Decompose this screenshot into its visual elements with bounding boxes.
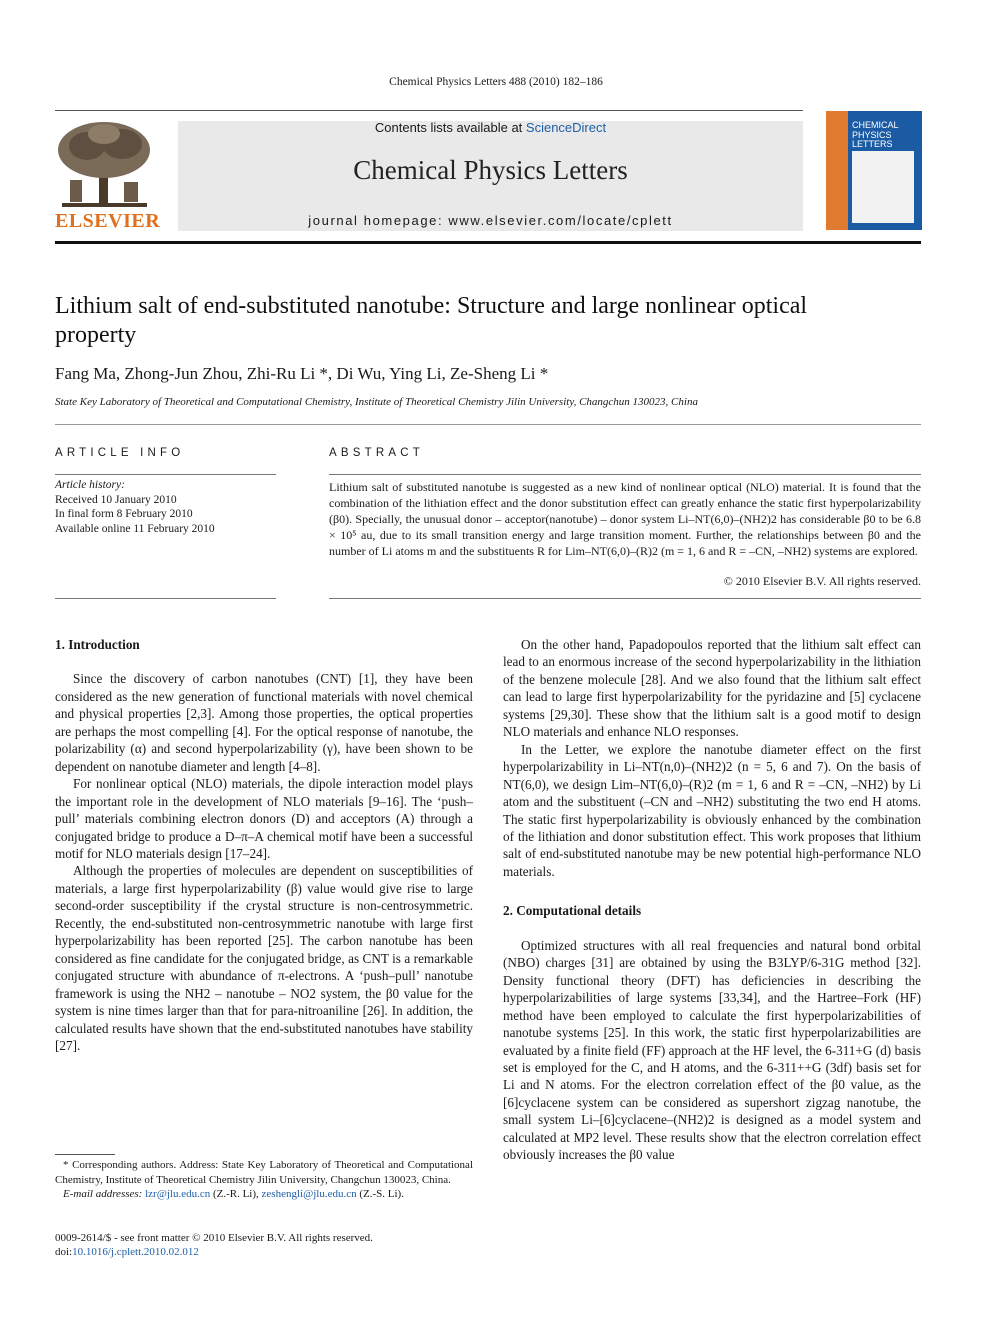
front-matter-footer xyxy=(55,1231,475,1259)
footnote-rule xyxy=(55,1154,115,1155)
intro-paragraph-4: On the other hand, Papadopoulos reported that the lithium salt effect can lead to an enormous increase of the second hyperpolarizability in the lithiation of the benzene molecule [28]. And we also found that the lithium salt effect can lead to large first hyperpolarizability for the pyridazine and [5] cyclacene systems [29,30]. These show that the lithium salt is a good motif to design NLO materials and enhance NLO responses. xyxy=(503,637,921,740)
author-list: Fang Ma, Zhong-Jun Zhou, Zhi-Ru Li *, Di Wu, Ying Li, Ze-Sheng Li * xyxy=(55,364,549,383)
article-title: Lithium salt of end-substituted nanotube: Structure and large nonlinear optical property xyxy=(55,293,808,348)
abstract-heading: ABSTRACT xyxy=(329,447,424,459)
intro-paragraph-1: Since the discovery of carbon nanotubes (CNT) [1], they have been considered as the new generation of functional materials with novel chemical and physical properties [2,3]. Among those properties, the optical properties are perhaps the most compelling [4]. For the optical response of nanotube, the polarizability (α) and second hyperpolarizability (γ), have been shown to be dependent on nanotube diameter and length [4–8]. xyxy=(55,671,473,774)
abstract-text: Lithium salt of substituted nanotube is suggested as a new kind of nonlinear optical (NLO) material. It is found that the combination of the lithiation effect and the donor substitution effect can greatly enhance the static first hyperpolarizability (β0). Specially, the unusual donor – acceptor(nanotube) – donor system Li–NT(6,0)–(NH2)2 has considerable β0 to be 6.8 × 10⁵ au, due to its small transition energy and large transition moment. Further, the relationships between β0 and the number of Li atoms m and the substituents R for Lim–NT(6,0)–(R)2 (m = 1, 6 and R = –CN, –NH2) systems are explored. xyxy=(329,480,921,558)
cover-title: CHEMICAL PHYSICS LETTERS xyxy=(852,120,899,149)
affiliation: State Key Laboratory of Theoretical and Computational Chemistry, Institute of Theoretical Chemistry Jilin University, Changchun 130023, China xyxy=(55,396,698,408)
journal-homepage xyxy=(178,213,803,228)
section-heading-introduction: 1. Introduction xyxy=(55,637,140,652)
email-owner-2: (Z.-S. Li). xyxy=(356,1188,404,1200)
corresponding-footnote xyxy=(55,1158,473,1202)
online-date: Available online 11 February 2010 xyxy=(55,522,215,535)
homepage-prefix: journal homepage: xyxy=(308,213,449,228)
contents-line xyxy=(178,120,803,135)
title-divider xyxy=(55,424,921,425)
article-history xyxy=(55,478,276,536)
right-column xyxy=(503,636,921,1164)
intro-paragraph-5: In the Letter, we explore the nanotube diameter effect on the first hyperpolarizability in Li–NT(n,0)–(NH2)2 (n = 5, 6 and 7). On the basis of NT(6,0), we design Lim–NT(6,0)–(R)2 (m = 1, 6 and R = –CN, –NH2) by Li atom and the substituent (–CN and –NH2) substituting the two end H atoms. The static first hyperpolarizability is obviously enhanced by the combination of the lithiation and donor substitution effect. This work proposes that lithium salt of end-substituted nanotube may be new potential high-performance NLO materials. xyxy=(503,741,921,879)
info-rule-top xyxy=(55,474,276,475)
journal-title: Chemical Physics Letters xyxy=(353,155,628,185)
doi-link[interactable]: 10.1016/j.cplett.2010.02.012 xyxy=(72,1246,199,1258)
section-heading-computational: 2. Computational details xyxy=(503,903,642,919)
email-link-2[interactable]: zeshengli@jlu.edu.cn xyxy=(261,1188,357,1200)
homepage-link[interactable]: www.elsevier.com/locate/cplett xyxy=(448,213,673,228)
issn-line: 0009-2614/$ - see front matter © 2010 Elsevier B.V. All rights reserved. xyxy=(55,1232,373,1244)
history-label: Article history: xyxy=(55,479,125,491)
abstract-rule-bottom xyxy=(329,598,921,599)
header-divider xyxy=(55,110,803,111)
elsevier-wordmark: ELSEVIER xyxy=(55,210,161,232)
cover-figure xyxy=(852,151,914,223)
email-label: E-mail addresses: xyxy=(63,1188,146,1200)
journal-cover-image xyxy=(826,111,922,230)
email-link-1[interactable]: lzr@jlu.edu.cn xyxy=(145,1188,211,1200)
email-addresses xyxy=(55,1187,473,1202)
info-rule-bottom xyxy=(55,598,276,599)
contents-prefix: Contents lists available at xyxy=(374,120,526,135)
abstract-rule-top xyxy=(329,474,921,475)
abstract-copyright: © 2010 Elsevier B.V. All rights reserved. xyxy=(723,574,921,588)
email-owner-1: (Z.-R. Li), xyxy=(210,1188,262,1200)
article-info-heading: ARTICLE INFO xyxy=(55,447,185,459)
doi-label: doi: xyxy=(55,1246,73,1258)
journal-citation: Chemical Physics Letters 488 (2010) 182–186 xyxy=(389,76,603,88)
received-date: Received 10 January 2010 xyxy=(55,493,177,506)
intro-paragraph-2: For nonlinear optical (NLO) materials, the dipole interaction model plays the important role in the development of NLO materials [9–16]. The ‘push–pull’ materials combining electron donors (D) and acceptors (A) through a conjugated bridge to produce a D–π–A chemical motif have been a successful motif for NLO materials design [17–24]. xyxy=(55,776,473,861)
revised-date: In final form 8 February 2010 xyxy=(55,508,193,520)
intro-paragraph-3: Although the properties of molecules are dependent on susceptibilities of materials, a large first hyperpolarizability (β) value would give rise to large second-order susceptibility if the crystal structure is non-centrosymmetric. Recently, the end-substituted non-centrosymmetric nanotube with large first hyperpolarizability has been reported [25]. The carbon nanotube has been considered as fine candidate for the conjugated bridge, as CNT is a remarkable conjugated structure with abundance of π-electrons. A ‘push–pull’ nanotube framework is using the NH2 – nanotube – NO2 system, the β0 value for the system is nine times larger than that for para-nitroaniline [26]. In addition, the calculated results have shown that the end-substituted nanotubes have stability [27]. xyxy=(55,863,473,1053)
doi-line xyxy=(55,1245,475,1259)
computational-paragraph-1: Optimized structures with all real frequencies and natural bond orbital (NBO) charges [31] are obtained by using the B3LYP/6-31G method [32]. Density functional theory (DFT) has deficiencies in describing the hyperpolarizabilities of large systems [33,34], and the Hartree–Fork (HF) method have been employed to calculate the first hyperpolarizabilities of nanotube systems [25]. In this work, the static first hyperpolarizabilities are evaluated by a finite field (FF) approach at the HF level, the 6-311+G (d) basis set is employed for the C, and H atoms, and the 6-311++G (3df) basis set for Li and N atoms. For the electron correlation effect of the β0 value, as the [6]cyclacene system can be considered as supershort zigzag nanotube, the small system Li–[6]cyclacene–(NH2)2 is designed as a model system and calculated at MP2 level. These results show that the electron correlation effect obviously increases the β0 value xyxy=(503,937,921,1163)
left-column xyxy=(55,636,473,1054)
header-thick-rule xyxy=(55,241,921,244)
corresponding-authors: * Corresponding authors. Address: State Key Laboratory of Theoretical and Computational Chemistry, Institute of Theoretical Chemistry Jilin University, Changchun 130023, China. xyxy=(55,1159,473,1186)
sciencedirect-link[interactable]: ScienceDirect xyxy=(525,120,607,135)
cover-strip xyxy=(826,111,848,230)
